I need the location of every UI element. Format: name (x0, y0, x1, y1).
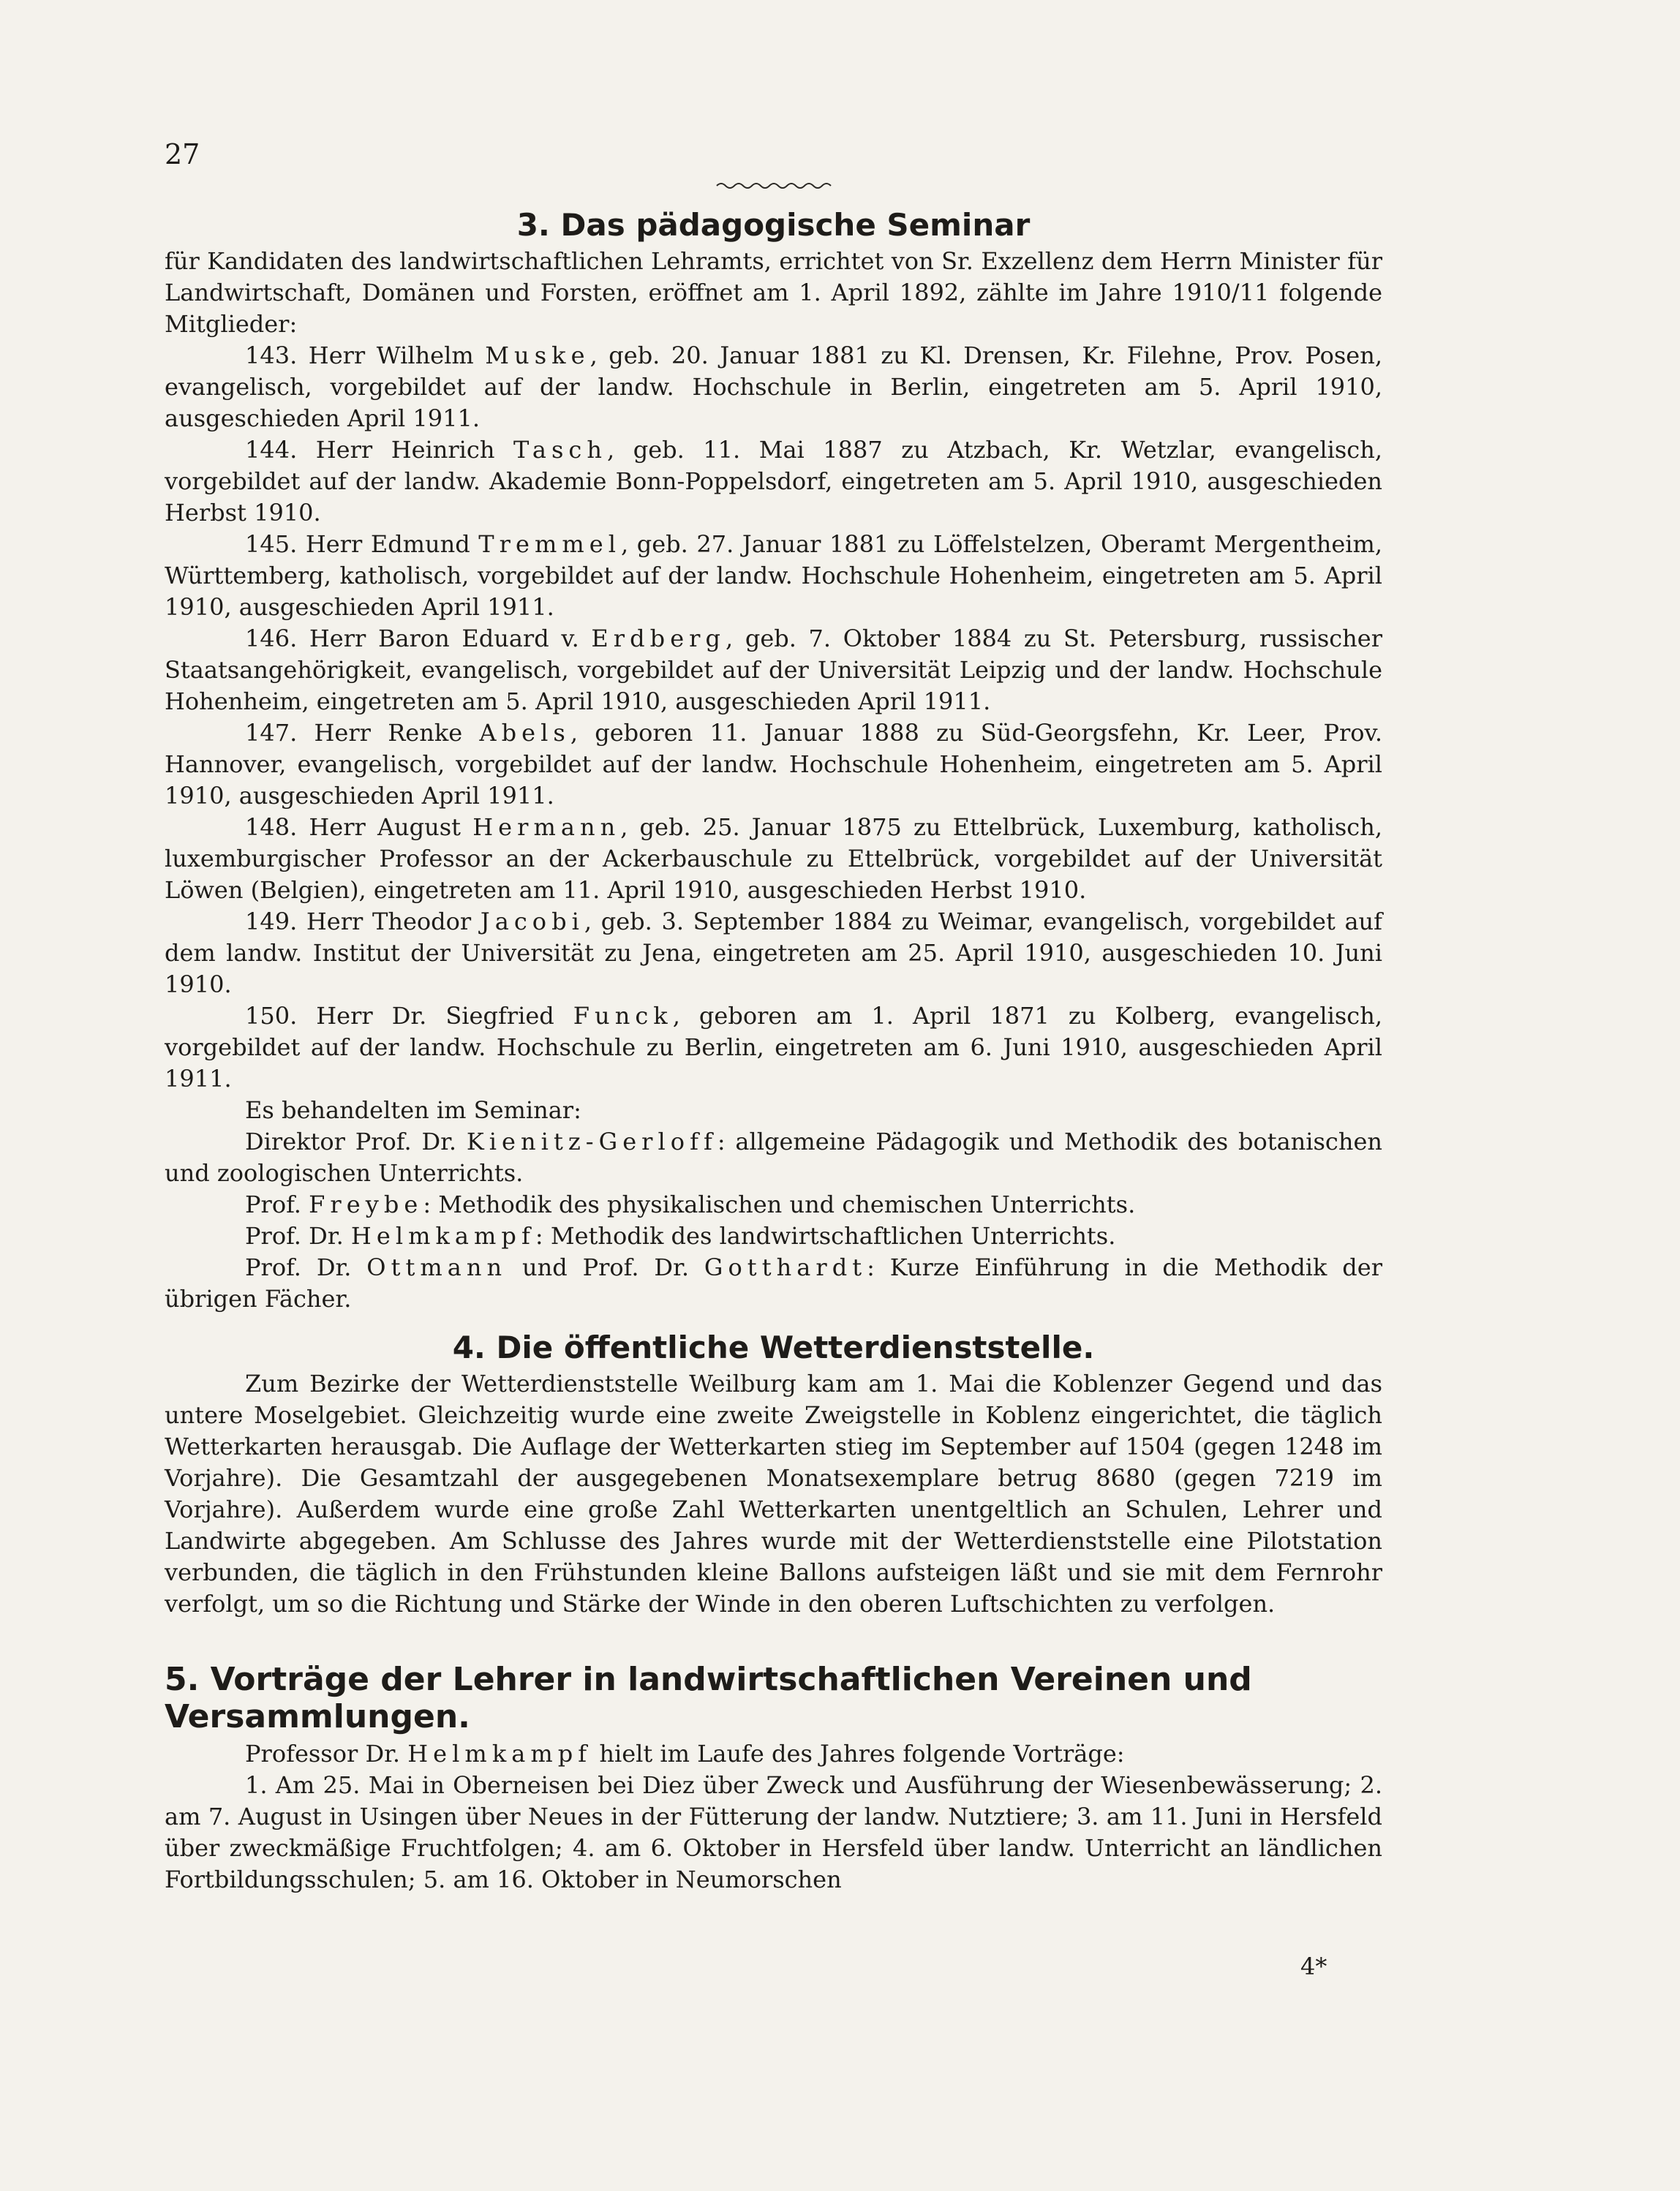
section-4-body: Zum Bezirke der Wetterdienststelle Weilburg kam am 1. Mai die Koblenzer Gegend und das untere Moselgebiet. Gleichzeitig wurde eine zweite Zweigstelle in Koblenz eingerichtet, die täglich Wetterkarten herausgab. Die Auflage der Wetterkarten stieg im September auf 1504 (gegen 1248 im Vorjahre). Die Gesamtzahl der ausgegebenen Monatsexemplare betrug 8680 (gegen 7219 im Vorjahre). Außerdem wurde eine große Zahl Wetterkarten unentgeltlich an Schulen, Lehrer und Landwirte abgegeben. Am Schlusse des Jahres wurde mit der Wetterdienststelle eine Pilotstation verbunden, die täglich in den Frühstunden kleine Ballons aufsteigen läßt und sie mit dem Fernrohr verfolgt, um so die Richtung und Stärke der Winde in den oberen Luftschichten zu verfolgen. (165, 1370, 1382, 1618)
member-entry-146: 146. Herr Baron Eduard v. Erdberg, geb. 7. Oktober 1884 zu St. Petersburg, russischer Staatsangehörigkeit, evangelisch, vorgebildet auf der Universität Leipzig und der landw. Hochschule Hohenheim, eingetreten am 5. April 1910, ausgeschieden April 1911. (165, 625, 1383, 715)
teacher-entry: Direktor Prof. Dr. Kienitz-Gerloff: allgemeine Pädagogik und Methodik des botanischen und zoologischen Unterrichts. (165, 1128, 1383, 1187)
member-name: Abels (479, 719, 570, 747)
member-entry-149: 149. Herr Theodor Jacobi, geb. 3. September 1884 zu Weimar, evangelisch, vorgebildet auf dem landw. Institut der Universität zu Jena, eingetreten am 25. April 1910, ausgeschieden 10. Juni 1910. (165, 908, 1383, 998)
section-5-lectures: 1. Am 25. Mai in Oberneisen bei Diez über Zweck und Ausführung der Wiesenbewässerung; 2. am 7. August in Usingen über Neues in der Fütterung der landw. Nutztiere; 3. am 11. Juni in Hersfeld über zweckmäßige Fruchtfolgen; 4. am 6. Oktober in Hersfeld über landw. Unterricht an ländlichen Fortbildungsschulen; 5. am 16. Oktober in Neumorschen (165, 1771, 1382, 1893)
teachers-intro: Es behandelten im Seminar: (245, 1096, 581, 1124)
teacher-entry: Prof. Freybe: Methodik des physikalischen und chemischen Unterrichts. (245, 1191, 1136, 1218)
member-entry-150: 150. Herr Dr. Siegfried Funck, geboren am 1. April 1871 zu Kolberg, evangelisch, vorgebildet auf der landw. Hochschule zu Berlin, eingetreten am 6. Juni 1910, ausgeschieden April 1911. (165, 1002, 1383, 1093)
member-entry-148: 148. Herr August Hermann, geb. 25. Januar 1875 zu Ettelbrück, Luxemburg, katholisch, luxemburgischer Professor an der Ackerbauschule zu Ettelbrück, vorgebildet auf der Universität Löwen (Belgien), eingetreten am 11. April 1910, ausgeschieden Herbst 1910. (165, 813, 1383, 904)
teacher-name: Ottmann (366, 1253, 508, 1281)
member-entry-147: 147. Herr Renke Abels, geboren 11. Januar 1888 zu Süd-Georgsfehn, Kr. Leer, Prov. Hannover, evangelisch, vorgebildet auf der landw. Hochschule Hohenheim, eingetreten am 5. April 1910, ausgeschieden April 1911. (165, 719, 1383, 810)
page-number: 27 (165, 138, 200, 170)
member-entry-143: 143. Herr Wilhelm Muske, geb. 20. Januar 1881 zu Kl. Drensen, Kr. Filehne, Prov. Posen, evangelisch, vorgebildet auf der landw. Hochschule in Berlin, eingetreten am 5. April 1910, ausgeschieden April 1911. (165, 342, 1383, 432)
member-name: Hermann (472, 813, 621, 841)
teacher-name: Kienitz-Gerloff (466, 1128, 717, 1155)
teacher-entry: Prof. Dr. Ottmann und Prof. Dr. Gotthardt: Kurze Einführung in die Methodik der übrigen Fächer. (165, 1253, 1383, 1313)
teacher-name: Helmkampf (350, 1222, 535, 1250)
member-name: Tasch (513, 436, 608, 464)
member-name: Erdberg (591, 625, 726, 652)
section-4-heading: 4. Die öffentliche Wetterdienststelle. (452, 1330, 1095, 1365)
member-name: Jacobi (480, 908, 584, 935)
lecturer-name: Helmkampf (407, 1740, 592, 1768)
member-entry-145: 145. Herr Edmund Tremmel, geb. 27. Januar 1881 zu Löffelstelzen, Oberamt Mergentheim, Württemberg, katholisch, vorgebildet auf der landw. Hochschule Hohenheim, eingetreten am 5. April 1910, ausgeschieden April 1911. (165, 530, 1383, 621)
member-entry-144: 144. Herr Heinrich Tasch, geb. 11. Mai 1887 zu Atzbach, Kr. Wetzlar, evangelisch, vorgebildet auf der landw. Akademie Bonn-Poppelsdorf, eingetreten am 5. April 1910, ausgeschieden Herbst 1910. (165, 436, 1383, 527)
teacher-entry: Prof. Dr. Helmkampf: Methodik des landwirtschaftlichen Unterrichts. (245, 1222, 1116, 1250)
section-3-heading: 3. Das pädagogische Seminar (516, 207, 1031, 243)
member-name: Tremmel (478, 530, 622, 558)
member-name: Funck (573, 1002, 673, 1030)
page-content (165, 139, 1382, 1896)
section-3-intro: für Kandidaten des landwirtschaftlichen Lehramts, errichtet von Sr. Exzellenz dem Herrn Minister für Landwirtschaft, Domänen und Forsten, eröffnet am 1. April 1892, zählte im Jahre 1910/11 folgende Mitglieder: (165, 247, 1382, 338)
teacher-name: Freybe (309, 1191, 423, 1218)
teacher-name: Gotthardt (704, 1253, 867, 1281)
wavy-rule-ornament (715, 181, 832, 191)
section-5-intro: Professor Dr. Helmkampf hielt im Laufe des Jahres folgende Vorträge: (245, 1740, 1125, 1768)
signature-mark: 4* (1300, 1953, 1327, 1980)
section-5-heading: 5. Vorträge der Lehrer in landwirtschaftlichen Vereinen und Versammlungen. (165, 1661, 1252, 1735)
member-name: Muske (485, 342, 590, 369)
